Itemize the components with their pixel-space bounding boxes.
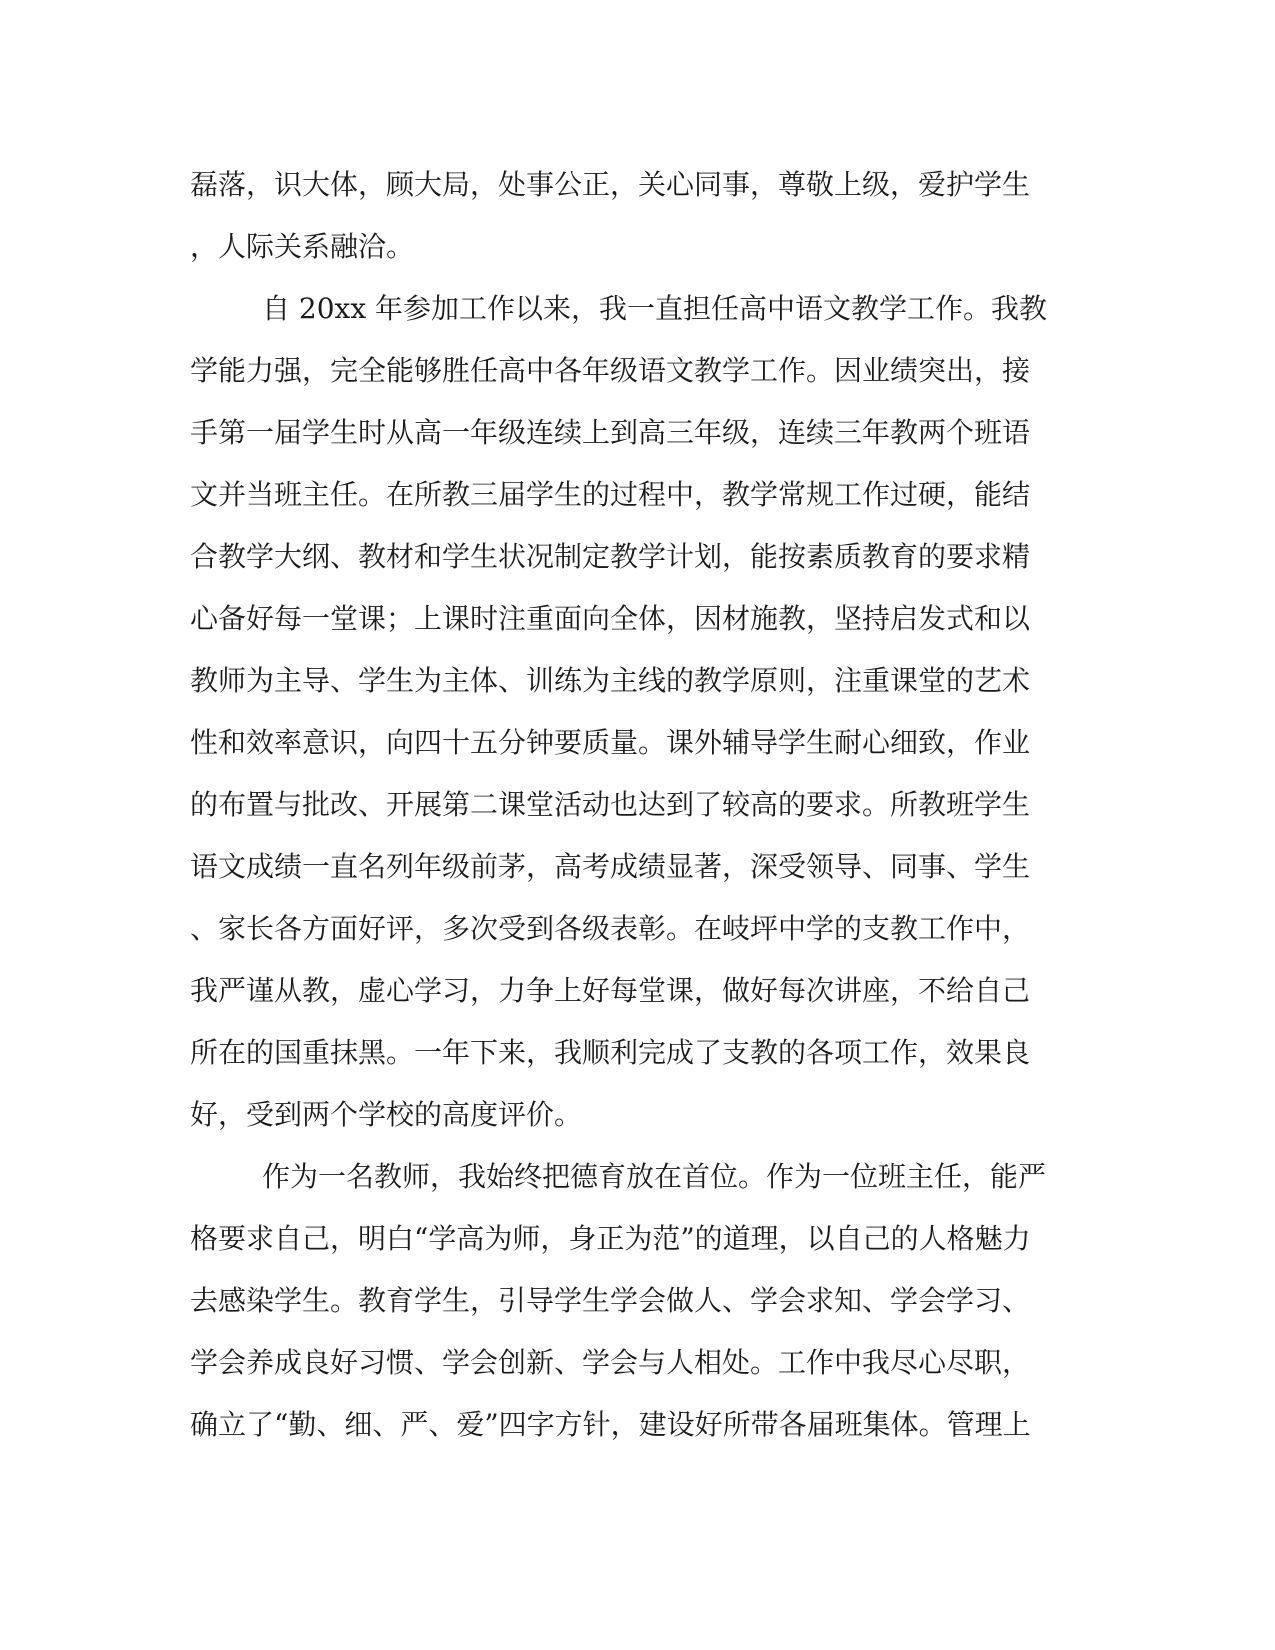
- text-line: 自 20xx 年参加工作以来，我一直担任高中语文教学工作。我教: [262, 292, 1048, 325]
- text-line: 好，受到两个学校的高度评价。: [190, 1098, 583, 1131]
- document-body: [190, 154, 1070, 1456]
- text-line: 磊落，识大体，顾大局，处事公正，关心同事，尊敬上级，爱护学生: [190, 168, 1031, 201]
- text-line: 所在的国重抹黑。一年下来，我顺利完成了支教的各项工作，效果良: [190, 1036, 1031, 1069]
- text-line: 文并当班主任。在所教三届学生的过程中，教学常规工作过硬，能结: [190, 478, 1031, 511]
- text-line: 、家长各方面好评，多次受到各级表彰。在岐坪中学的支教工作中，: [190, 912, 1031, 945]
- text-line: 作为一名教师，我始终把德育放在首位。作为一位班主任，能严: [262, 1160, 1047, 1193]
- text-line: 学能力强，完全能够胜任高中各年级语文教学工作。因业绩突出，接: [190, 354, 1031, 387]
- text-line: 教师为主导、学生为主体、训练为主线的教学原则，注重课堂的艺术: [190, 664, 1031, 697]
- text-line: 合教学大纲、教材和学生状况制定教学计划，能按素质教育的要求精: [190, 540, 1031, 573]
- text-line: 学会养成良好习惯、学会创新、学会与人相处。工作中我尽心尽职，: [190, 1346, 1031, 1379]
- text-line: 手第一届学生时从高一年级连续上到高三年级，连续三年教两个班语: [190, 416, 1031, 449]
- text-line: 心备好每一堂课；上课时注重面向全体，因材施教，坚持启发式和以: [190, 602, 1031, 635]
- paragraph-3: [190, 1146, 1070, 1456]
- text-line: 我严谨从教，虚心学习，力争上好每堂课，做好每次讲座，不给自己: [190, 974, 1031, 1007]
- paragraph-1: [190, 154, 1070, 278]
- paragraph-2: [190, 278, 1070, 1146]
- text-line: 确立了“勤、细、严、爱”四字方针，建设好所带各届班集体。管理上: [190, 1408, 1031, 1441]
- text-line: ，人际关系融洽。: [190, 230, 415, 263]
- text-line: 去感染学生。教育学生，引导学生学会做人、学会求知、学会学习、: [190, 1284, 1031, 1317]
- text-line: 的布置与批改、开展第二课堂活动也达到了较高的要求。所教班学生: [190, 788, 1031, 821]
- text-line: 格要求自己，明白“学高为师，身正为范”的道理，以自己的人格魅力: [190, 1222, 1031, 1255]
- text-line: 语文成绩一直名列年级前茅，高考成绩显著，深受领导、同事、学生: [190, 850, 1031, 883]
- text-line: 性和效率意识，向四十五分钟要质量。课外辅导学生耐心细致，作业: [190, 726, 1031, 759]
